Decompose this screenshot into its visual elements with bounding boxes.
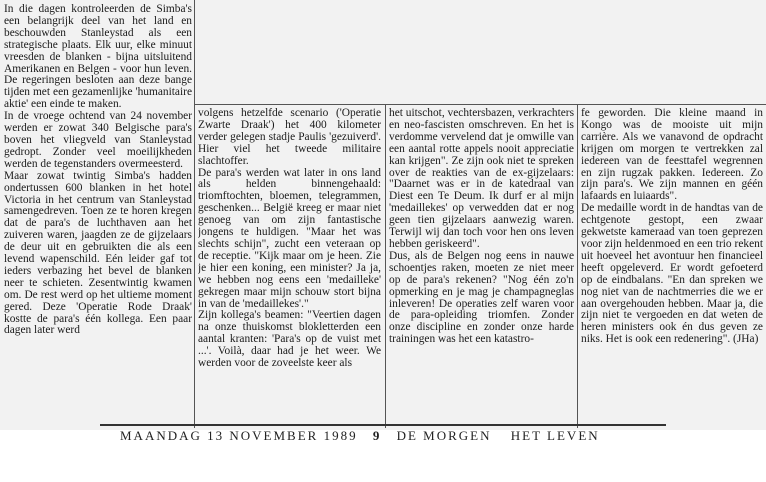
paragraph: In de vroege ochtend van 24 november werden er zowat 340 Belgische para's boven het vliegveld van Stanleystad gedropt. Zonder veel moeilijkheden werden de tegenstanders overmeesterd. <box>4 110 192 170</box>
paragraph: fe geworden. Die kleine maand in Kongo was de mooiste uit mijn carrière. Als we vanavond de opdracht krijgen om morgen te vertrekken zal iedereen van de feesttafel wegrennen en zijn rugzak pakken. Iedereen. Zo zijn para's. We zijn mannen en géén lafaards en luiaards". <box>581 108 763 203</box>
newspaper-name: DE MORGEN <box>396 428 492 443</box>
page-footer <box>120 428 660 444</box>
paragraph: het uitschot, vechtersbazen, verkrachters en neo-fascisten omschreven. En het is verdomme vervelend dat je omwille van een aantal rotte appels nooit appreciatie kan krijgen". Ze zijn ook niet te spreken over de reakties van de ex-gijzelaars: "Daarnet was er in de katedraal van Diest een Te Deum. Ik durf er al mijn 'medaillekes' op verwedden dat er nog geen tien gijzelaars aanwezig waren. Terwijl wij dan toch voor hen ons leven hebben geriskeerd". <box>389 108 574 250</box>
paragraph: De medaille wordt in de handtas van de echtgenote gestopt, een zwaar gekwetste kameraad van toen geprezen voor zijn heldenmoed en een trio rekent uit hoeveel het avontuur hen financieel heeft opgeleverd. Er wordt gefoeterd op de eindbalans. "En dan spreken we nog niet van de nachtmerries die we er aan overgehouden hebben. Maar ja, die zijn niet te vergoeden en dat weten de heren ministers ook én dus geven ze niks. Het is ook een redenering". (JHa) <box>581 202 763 346</box>
article-column-2 <box>198 108 381 429</box>
section-name: HET LEVEN <box>510 428 600 443</box>
paragraph: Maar zowat twintig Simba's hadden ondertussen 600 blanken in het hotel Victoria in het centrum van Stanleystad samengedreven. Toen ze te horen kregen dat de para's de luchthaven aan het zuiveren waren, jaagden ze de gijzelaars de deur uit en gebruikten die als een levend wapenschild. Eén leider gaf tot ieders verbazing het bevel de blanken neer te schieten. Zesentwintig kwamen om. De rest werd op het ultieme moment gered. Deze 'Operatie Rode Draak' kostte de para's één kollega. Een paar dagen later werd <box>4 169 192 337</box>
paragraph: Dus, als de Belgen nog eens in nauwe schoentjes raken, moeten ze niet meer op de para's rekenen? "Nog één zo'n opmerking en je mag je champagneglas inleveren! De operaties zelf waren voor de para-opleiding triomfen. Zonder onze discipline en zonder onze harde trainingen was het een katastro- <box>389 249 574 346</box>
footer-rule <box>100 424 666 426</box>
footer-date: MAANDAG 13 NOVEMBER 1989 <box>120 428 358 443</box>
paragraph: De para's werden wat later in ons land als helden binnengehaald: triomftochten, bloemen, telegrammen, geschenken... België kreeg er maar niet genoeg van om zijn fantastische jongens te huldigen. "Maar het was slechts schijn", zucht een veteraan op de receptie. "Kijk maar om je heen. Zie je hier een koning, een minister? Ja ja, we hebben nog eens een 'medailleke' gekregen maar mijn schouw stort bijna in van de 'medaillekes'." <box>198 166 381 310</box>
paragraph: volgens hetzelfde scenario ('Operatie Zwarte Draak') het 400 kilometer verder gelegen stadje Paulis 'gezuiverd'. Hier viel het tweede militaire slachtoffer. <box>198 108 381 167</box>
paragraph: Zijn kollega's beamen: "Veertien dagen na onze thuiskomst blokletterden een aantal kranten: 'Para's op de vuist met ...'. Voilà, daar had je het weer. We werden voor de zoveelste keer als <box>198 309 381 370</box>
paragraph: In die dagen kontroleerden de Simba's een belangrijk deel van het land en beschouwden Stanleystad als een strategische plaats. Elk uur, elke minuut vreesden de blanken - bijna uitsluitend Amerikanen en Belgen - voor hun leven. De regeringen besloten aan deze bange tijden met een gezamenlijke 'humanitaire aktie' een einde te maken. <box>4 4 192 111</box>
article-column-3 <box>389 108 574 429</box>
column-rule <box>385 104 386 428</box>
column-rule <box>194 104 766 105</box>
column-rule <box>577 104 578 428</box>
article-column-1 <box>4 4 192 429</box>
page-number: 9 <box>372 428 382 443</box>
column-rule <box>194 0 195 428</box>
article-column-4 <box>581 108 763 429</box>
